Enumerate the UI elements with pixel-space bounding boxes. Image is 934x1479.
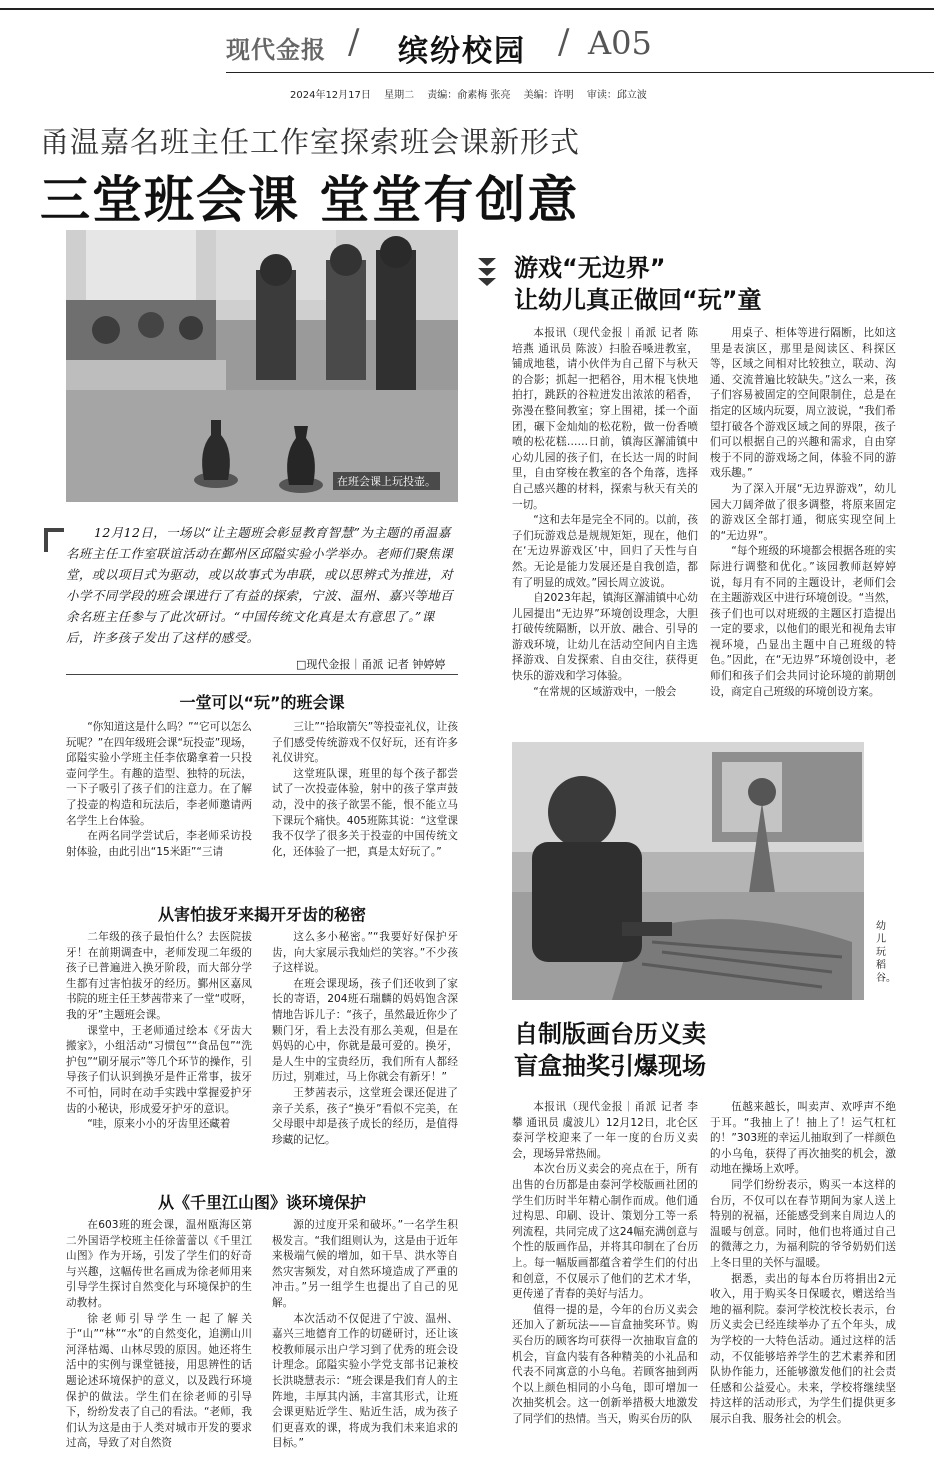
paragraph: 本次台历义卖会的亮点在于，所有出售的台历都是由泰河学校版画社团的学生们历时半年精心制作而成。他们通过构思、印刷、设计、策划分工等一系列流程，共同完成了这24幅充满创意与个性的版画作品，并将其印制在了台历上。每一幅版画都蕴含着学生们的付出和创意，不仅展示了他们的艺术才华，更传递了青春的美好与活力。 xyxy=(512,1163,698,1301)
issue-meta xyxy=(290,86,657,101)
paragraph: “哇，原来小小的牙齿里还藏着 xyxy=(87,1118,231,1131)
section-title-1: 一堂可以“玩”的班会课 xyxy=(179,693,345,712)
proofreader-credit: 审读：邱立波 xyxy=(586,90,647,101)
section-2-col-1 xyxy=(66,930,252,1133)
chevron-down-icon xyxy=(478,278,496,286)
story2-headline-line2: 让幼儿真正做回“玩”童 xyxy=(514,286,762,314)
section-title-3: 从《千里江山图》谈环境保护 xyxy=(157,1193,366,1212)
divider-slash: / xyxy=(348,22,360,62)
kindergarten-illustration xyxy=(512,742,864,1000)
story2-headline-line1: 游戏“无边界” xyxy=(514,254,666,282)
classroom-illustration xyxy=(66,230,458,502)
story3-headline-line2: 盲盒抽奖引爆现场 xyxy=(514,1052,706,1080)
paragraph: “你知道这是什么吗？”“它可以怎么玩呢？”在四年级班会课“玩投壶”现场，邱隘实验小学班主任李依璐拿着一只投壶问学生。有趣的造型、独特的玩法，一下子吸引了孩子们的注意力。在了解了投壶的构造和玩法后，李老师邀请两名学生上台体验。 xyxy=(66,721,252,827)
photo-caption-vertical: 幼儿玩稻谷。 xyxy=(876,921,896,984)
paragraph: 徐老师引导学生一起了解关于“山”“林”“水”的自然变化，追溯山川河泽枯竭、山林尽毁的原因。她还将生活中的实例与课堂链接，用思辨性的话题论述环境保护的意义，以及践行环境保护的做法。学生们在徐老师的引导下，纷纷发表了自己的看法。“老师，我们认为这是由于人类对城市开发的要求过高，导致了对自然资 xyxy=(66,1312,252,1450)
lead-paragraph: 12月12日，一场以“让主题班会彰显教育智慧”为主题的甬温嘉名班主任工作室联谊活动在鄞州区邱隘实验小学举办。老师们聚焦课堂，或以项目式为驱动，或以故事式为串联，或以思辨式为推进，对小学不同学段的班会课进行了有益的探索，宁波、温州、嘉兴等地百余名班主任参与了此次研讨。“中国传统文化真是太有意思了。”课后，许多孩子发出了这样的感受。 xyxy=(66,525,454,645)
lead-divider xyxy=(66,674,458,675)
lead-bracket xyxy=(44,528,64,552)
section-1-col-1 xyxy=(66,720,252,860)
paragraph: “在常规的区域游戏中，一般会 xyxy=(533,685,677,698)
paragraph: 这堂班队课，班里的每个孩子都尝试了一次投壶体验，射中的孩子掌声鼓动，没中的孩子欲罢不能，恨不能立马下课玩个痛快。405班陈其说：“这堂课我不仅学了很多关于投壶的中国传统文化，还体验了一把，真是太好玩了。” xyxy=(272,767,458,858)
chevron-down-icon xyxy=(478,268,496,276)
issue-date: 2024年12月17日 xyxy=(290,90,371,101)
designer-credit: 美编：许明 xyxy=(523,90,574,101)
story3-col-1 xyxy=(512,1100,698,1427)
paragraph: 课堂中，王老师通过绘本《牙齿大搬家》，小组活动“习惯包”“食品包”“洗护包”“刷牙展示”等几个环节的操作，引导孩子们认识到换牙是件正常事，拔牙不可怕，同时在动手实践中掌握爱护牙齿的小秘诀，形成爱牙护牙的意识。 xyxy=(66,1024,252,1115)
paragraph: 用桌子、柜体等进行隔断，比如这里是表演区，那里是阅读区、科探区等，区域之间相对比较独立，联动、沟通、交流普遍比较缺失。”这么一来，孩子们容易被固定的空间限制住，总是在指定的区域内玩耍，周立波说，“我们希望打破各个游戏区域之间的界限，孩子们可以根据自己的兴趣和需求，自由穿梭于不同的游戏场之间，体验不同的游戏乐趣。” xyxy=(710,327,896,480)
section-name: 缤纷校园 xyxy=(398,34,526,69)
paragraph: 这么多小秘密。”“我要好好保护牙齿，向大家展示我灿烂的笑容。”不少孩子这样说。 xyxy=(272,931,458,975)
paragraph: 二年级的孩子最怕什么？去医院拔牙！在前期调查中，老师发现二年级的孩子已普遍进入换牙阶段，而大部分学生都有过害怕拔牙的经历。鄞州区嘉凤书院的班主任王梦茜带来了一堂“哎呀，我的牙”主题班会课。 xyxy=(66,931,252,1021)
header-rule xyxy=(226,72,934,73)
main-byline: □现代金报｜甬派 记者 钟婷婷 xyxy=(296,658,446,671)
touhu-photo xyxy=(66,230,458,502)
top-rule xyxy=(0,8,934,10)
photo-caption: 在班会课上玩投壶。 xyxy=(333,472,440,490)
paragraph: 在班会课现场，孩子们还收到了家长的寄语，204班石瑞麟的妈妈饱含深情地告诉儿子：“孩子，虽然最近你少了颗门牙，看上去没有那么美观，但是在妈妈的心中，你就是最可爱的。换牙，是人生中的宝贵经历，我们所有人都经历过，别难过，马上你就会有新牙！” xyxy=(272,977,458,1084)
paragraph: 伍越来越长，叫卖声、欢呼声不绝于耳。“我抽上了！抽上了！运气杠杠的！”303班的幸运儿抽取到了一样颜色的小乌龟，获得了再次抽奖的机会，激动地在操场上欢呼。 xyxy=(710,1101,896,1176)
paragraph: 本报讯（现代金报｜甬派 记者 李攀 通讯员 虞波儿）12月12日，北仑区泰河学校迎来了一年一度的台历义卖会，现场异常热闹。 xyxy=(512,1101,698,1160)
paragraph: 本报讯（现代金报｜甬派 记者 陈培燕 通讯员 陈波）扫脸吞嗓进教室，铺成地毯，请小伙伴为自己留下与秋天的合影；抓起一把稻谷，用木棍飞快地拍打，跳跃的谷粒迸发出浓浓的稻香，弥漫在整间教室；穿上围裙，揉一个面团，碾下金灿灿的松花粉，做一份香喷喷的松花糕……日前，镇海区澥浦镇中心幼儿园的孩子们，在长达一周的时间里，自由穿梭在教室的各个角落，选择自己感兴趣的材料，探索与秋天有关的一切。 xyxy=(512,327,698,511)
rice-play-photo xyxy=(512,742,864,1000)
paragraph: “这和去年是完全不同的。以前，孩子们玩游戏总是规规矩矩，现在，他们在‘无边界游戏区’中，回归了天性与自然。无论是能力发展还是自我创造，都有了明显的成效。”园长周立波说。 xyxy=(512,514,698,589)
story2-col-1 xyxy=(512,326,698,700)
paragraph: 本次活动不仅促进了宁波、温州、嘉兴三地德育工作的切磋研讨，还让该校教师展示出户学习到了优秀的班会设计理念。邱隘实验小学党支部书记兼校长洪晓慧表示：“班会课是我们育人的主阵地，丰厚其内涵，丰富其形式，让班会课更贴近学生、贴近生活，成为孩子们更喜欢的课，将成为我们未来追求的目标。” xyxy=(272,1312,458,1450)
section-title-2: 从害怕拔牙来揭开牙齿的秘密 xyxy=(157,905,366,924)
section-3-col-2 xyxy=(272,1218,458,1452)
main-kicker: 甬温嘉名班主任工作室探索班会课新形式 xyxy=(40,125,581,159)
divider-slash: / xyxy=(558,22,570,62)
paragraph: 自2023年起，镇海区澥浦镇中心幼儿园提出“无边界”环境创设理念，大胆打破传统隔断，以开放、融合、引导的游戏环境，让幼儿在活动空间内自主选择游戏、自发探索、自由交往，获得更快乐的游戏和学习体验。 xyxy=(512,592,698,683)
paragraph: 在603班的班会课，温州瓯海区第二外国语学校班主任徐蕾蕾以《千里江山图》作为开场，引发了学生们的好奇与兴趣，这幅传世名画成为徐老师用来引导学生探讨自然变化与环境保护的生动教材。 xyxy=(66,1219,252,1309)
paragraph: 王梦茜表示，这堂班会课还促进了亲子关系，孩子“换牙”看似不完美，在父母眼中却是孩子成长的经历，是值得珍藏的记忆。 xyxy=(272,1086,458,1146)
story3-headline-line1: 自制版画台历义卖 xyxy=(514,1020,706,1048)
section-1-col-2 xyxy=(272,720,458,860)
paragraph: 值得一提的是，今年的台历义卖会还加入了新玩法——盲盒抽奖环节。购买台历的顾客均可获得一次抽取盲盒的机会，盲盒内装有各种精美的小礼品和代表不同寓意的小乌龟。若顾客抽到两个以上颜色相同的小乌龟，即可增加一次抽奖机会。这一创新举措极大地激发了同学们的热情。当天，购买台历的队 xyxy=(512,1303,698,1425)
paragraph: 据悉，卖出的每本台历将捐出2元收入，用于购买冬日保暖衣，赠送给当地的福利院。泰河学校沈校长表示，台历义卖会已经连续举办了五个年头，成为学校的一大特色活动。通过这样的活动，不仅能够培养学生的艺术素养和团队协作能力，还能够激发他们的社会责任感和公益爱心。未来，学校将继续坚持这样的活动形式，为学生们提供更多展示自我、服务社会的机会。 xyxy=(710,1272,896,1425)
paragraph: 同学们纷纷表示，购买一本这样的台历，不仅可以在春节期间为家人送上特别的祝福，还能感受到来自周边人的温暖与创意。同时，他们也将通过自己的微薄之力，为福利院的爷爷奶奶们送上冬日里的关怀与温暖。 xyxy=(710,1178,896,1269)
paragraph: 三让”“拾取箭矢”等投壶礼仪，让孩子们感受传统游戏不仅好玩，还有许多礼仪讲究。 xyxy=(272,721,458,765)
story3-col-2 xyxy=(710,1100,896,1427)
chevron-down-icon xyxy=(478,258,496,266)
paragraph: “每个班级的环境都会根据各班的实际进行调整和优化。”该园教师赵婷婷说，每月有不同的主题设计，老师们会在主题游戏区中进行环境创设。“当然，孩子们也可以对班级的主题区打造提出一定的要求，以他们的眼光和视角去审视环境，凸显出主题中自己班级的特色。”因此，在“无边界”环境创设中，老师们和孩子们会共同讨论环境的前期创设，商定自己班级的环境创设方案。 xyxy=(710,545,896,698)
editor-credit: 责编：俞素梅 张亮 xyxy=(427,90,511,101)
newspaper-name: 现代金报 xyxy=(226,35,326,64)
main-headline: 三堂班会课 堂堂有创意 xyxy=(40,171,580,229)
section-3-col-1 xyxy=(66,1218,252,1452)
paragraph: 为了深入开展“无边界游戏”，幼儿园大刀阔斧做了很多调整，将原来固定的游戏区全部打通，彻底实现空间上的“无边界”。 xyxy=(710,482,896,542)
paragraph: 在两名同学尝试后，李老师采访投射体验，由此引出“15米距”“三请 xyxy=(66,830,252,858)
paragraph: 源的过度开采和破坏。”一名学生积极发言。“我们组则认为，这是由于近年来极端气候的增加，如干旱、洪水等自然灾害频发，对自然环境造成了严重的冲击。”另一组学生也提出了自己的见解。 xyxy=(272,1219,458,1309)
page-number: A05 xyxy=(588,24,652,62)
section-2-col-2 xyxy=(272,930,458,1148)
issue-weekday: 星期二 xyxy=(384,90,415,101)
story2-col-2 xyxy=(710,326,896,700)
